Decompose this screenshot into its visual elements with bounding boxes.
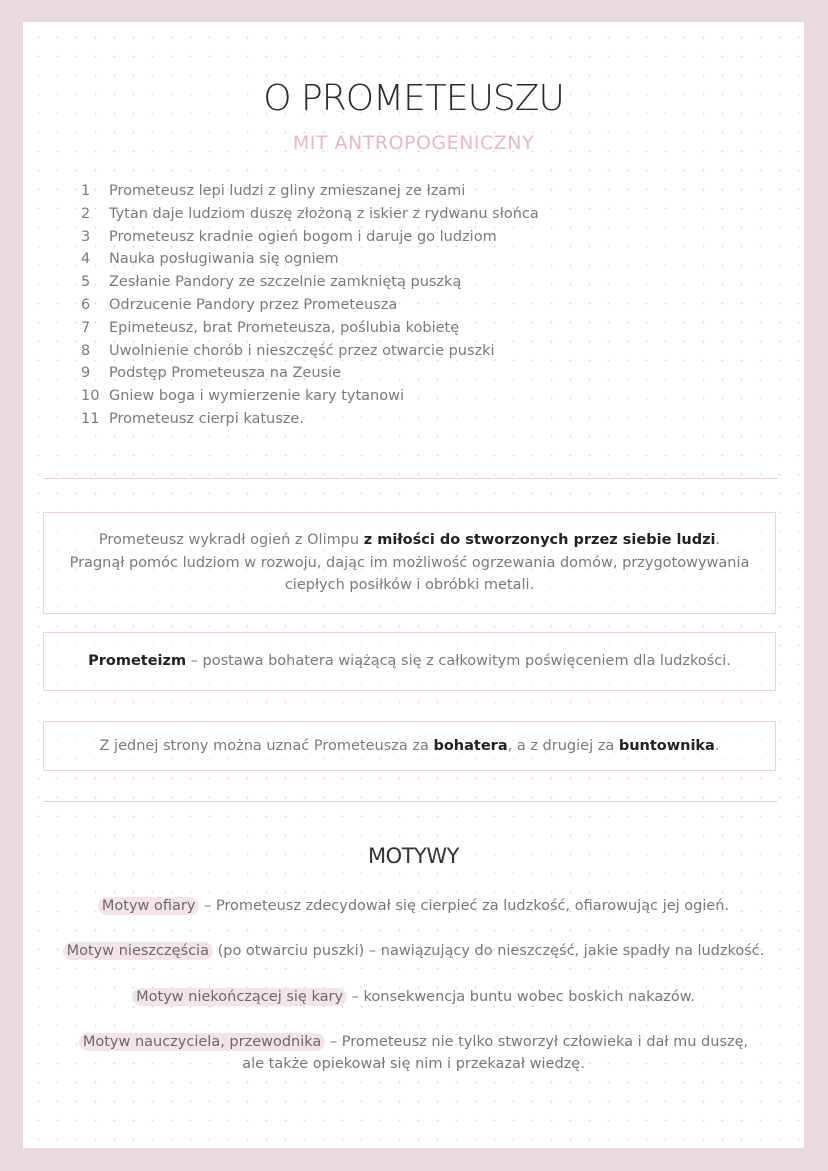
prometeizm-definition bbox=[43, 632, 776, 691]
note-line bbox=[44, 529, 775, 552]
step-number: 7 bbox=[81, 319, 91, 336]
list-item bbox=[73, 180, 539, 203]
step-number: 6 bbox=[81, 296, 91, 313]
step-number: 5 bbox=[81, 274, 91, 291]
myth-steps-list bbox=[73, 180, 539, 431]
motif-highlight: Motyw nieszczęścia bbox=[63, 942, 213, 960]
note-bold-text: buntownika bbox=[618, 737, 715, 754]
motif-item bbox=[68, 1031, 759, 1075]
step-text: Prometeusz lepi ludzi z gliny zmieszanej ze łzami bbox=[109, 183, 466, 199]
step-number: 2 bbox=[81, 205, 91, 222]
note-page bbox=[23, 22, 804, 1148]
motif-text: (po otwarciu puszki) – nawiązujący do nieszczęść, jakie spadły na ludzkość. bbox=[212, 943, 765, 959]
step-text: Odrzucenie Pandory przez Prometeusza bbox=[109, 296, 398, 313]
step-number: 10 bbox=[81, 388, 100, 405]
note-line bbox=[44, 650, 775, 673]
step-number: 4 bbox=[81, 251, 91, 268]
motif-item bbox=[53, 986, 774, 1008]
step-number: 3 bbox=[81, 228, 91, 245]
list-item bbox=[73, 340, 539, 363]
note-line: ciepłych posiłków i obróbki metali. bbox=[284, 577, 535, 594]
step-text: Prometeusz cierpi katusze. bbox=[109, 410, 304, 427]
note-text: Prometeusz wykradł ogień z Olimpu bbox=[98, 532, 364, 549]
list-item bbox=[73, 317, 539, 340]
motif-text: – konsekwencja buntu wobec boskich nakazów. bbox=[347, 989, 695, 1005]
step-text: Uwolnienie chorób i nieszczęść przez otwarcie puszki bbox=[109, 342, 495, 359]
note-bold-text: bohatera bbox=[433, 737, 508, 754]
step-text: Nauka posługiwania się ogniem bbox=[109, 251, 339, 268]
motif-text: – Prometeusz zdecydował się cierpieć za ludzkość, ofiarowując jej ogień. bbox=[199, 898, 730, 914]
motif-highlight: Motyw nauczyciela, przewodnika bbox=[79, 1033, 325, 1051]
step-text: Zesłanie Pandory ze szczelnie zamkniętą puszką bbox=[109, 274, 462, 291]
motif-highlight: Motyw niekończącej się kary bbox=[132, 988, 347, 1006]
list-item bbox=[73, 271, 539, 294]
note-text: , a z drugiej za bbox=[507, 737, 619, 754]
divider bbox=[43, 478, 778, 479]
step-number: 8 bbox=[81, 342, 91, 359]
list-item bbox=[73, 203, 539, 226]
list-item bbox=[73, 294, 539, 317]
list-item bbox=[73, 385, 539, 408]
motif-text: – Prometeusz nie tylko stworzył człowieka i dał mu duszę, ale także opiekował się nim i przekazał wiedzę. bbox=[242, 1034, 749, 1072]
step-text: Prometeusz kradnie ogień bogom i daruje go ludziom bbox=[109, 228, 497, 245]
note-text: . bbox=[715, 532, 721, 549]
step-number: 11 bbox=[81, 410, 100, 427]
list-item bbox=[73, 362, 539, 385]
hero-rebel-note bbox=[43, 721, 776, 771]
note-text: Z jednej strony można uznać Prometeusza za bbox=[99, 737, 434, 754]
fire-theft-note bbox=[43, 512, 776, 614]
list-item bbox=[73, 248, 539, 271]
list-item bbox=[73, 226, 539, 249]
step-text: Podstęp Prometeusza na Zeusie bbox=[109, 365, 342, 382]
motifs-heading: MOTYWY bbox=[368, 844, 459, 868]
step-text: Epimeteusz, brat Prometeusza, poślubia kobietę bbox=[109, 319, 460, 336]
motif-item bbox=[53, 895, 774, 917]
definition-text: – postawa bohatera wiążącą się z całkowitym poświęceniem dla ludzkości. bbox=[186, 653, 731, 670]
step-number: 1 bbox=[81, 183, 91, 199]
note-line bbox=[44, 735, 775, 758]
step-number: 9 bbox=[81, 365, 91, 382]
page-title: O PROMETEUSZU bbox=[263, 78, 564, 119]
note-text: . bbox=[714, 737, 720, 754]
note-line: Pragnął pomóc ludziom w rozwoju, dając im możliwość ogrzewania domów, przygotowywania bbox=[69, 554, 750, 571]
motif-item bbox=[53, 940, 774, 962]
divider bbox=[43, 801, 778, 802]
list-item bbox=[73, 408, 539, 431]
page-subtitle: MIT ANTROPOGENICZNY bbox=[292, 132, 535, 154]
motif-highlight: Motyw ofiary bbox=[98, 897, 200, 915]
step-text: Tytan daje ludziom duszę złożoną z iskier z rydwanu słońca bbox=[109, 205, 539, 222]
term: Prometeizm bbox=[88, 653, 187, 670]
note-bold-text: z miłości do stworzonych przez siebie ludzi bbox=[363, 532, 716, 549]
step-text: Gniew boga i wymierzenie kary tytanowi bbox=[109, 388, 404, 405]
